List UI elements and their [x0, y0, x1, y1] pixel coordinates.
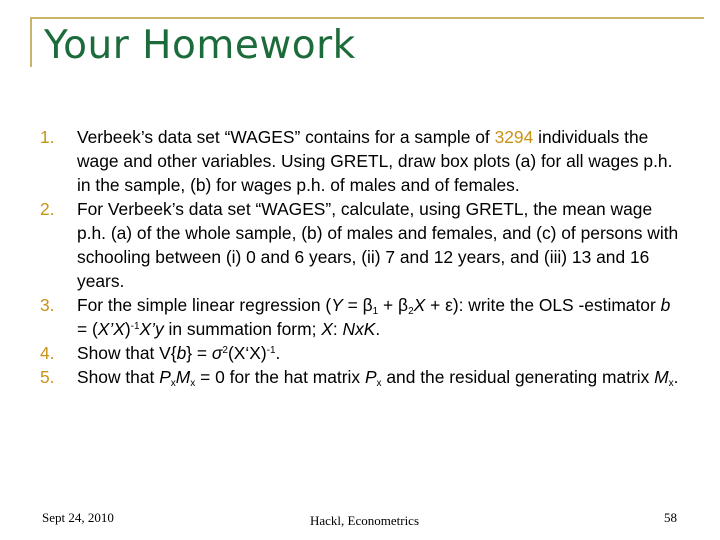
- item-text-part: For the simple linear regression (: [77, 295, 332, 315]
- math-superscript: -1: [266, 345, 276, 356]
- footer-author: Hackl, Econometrics: [310, 513, 420, 528]
- math-symbol: b: [660, 295, 671, 315]
- item-text-part: = (: [77, 319, 98, 339]
- math-subscript: 1: [372, 306, 379, 317]
- math-subscript: x: [170, 378, 176, 389]
- item-text-part: .: [375, 319, 381, 339]
- item-text-part: .: [673, 367, 679, 387]
- math-symbol: K: [363, 319, 376, 339]
- list-item-5: [40, 365, 680, 389]
- item-text: [77, 293, 680, 341]
- footer-page-number: 58: [664, 510, 677, 525]
- math-symbol: M: [175, 367, 191, 387]
- math-symbol: β: [398, 295, 409, 315]
- math-symbol: β: [362, 295, 373, 315]
- item-text: [77, 125, 680, 197]
- math-subscript: x: [190, 378, 196, 389]
- list-item-3: [40, 293, 680, 341]
- math-symbol: P: [364, 367, 377, 387]
- math-subscript: x: [668, 378, 674, 389]
- footer-date: Sept 24, 2010: [42, 510, 114, 525]
- list-item-2: [40, 197, 680, 293]
- math-superscript: 2: [222, 345, 228, 356]
- item-text-part: Show that V{: [77, 343, 177, 363]
- math-symbol: X: [321, 319, 333, 339]
- math-symbol: P: [159, 367, 171, 387]
- math-symbol: M: [654, 367, 669, 387]
- item-number: 4.: [40, 343, 55, 363]
- item-text: [77, 365, 680, 389]
- math-superscript: -1: [130, 321, 140, 332]
- math-symbol: σ: [211, 343, 223, 363]
- frame-top-rule: [30, 17, 704, 19]
- item-text-part: (X‘X): [227, 343, 267, 363]
- item-text-part: ): write the OLS -estimator: [452, 295, 661, 315]
- item-text-part: = 0 for the hat matrix: [195, 367, 365, 387]
- item-number: 1.: [40, 127, 55, 147]
- math-subscript: 2: [408, 306, 414, 317]
- list-item-1: [40, 125, 680, 197]
- frame-left-rule: [30, 17, 32, 67]
- math-subscript: x: [376, 378, 382, 389]
- sample-count: 3294: [494, 127, 534, 147]
- list-item-4: [40, 341, 680, 365]
- math-symbol: Nx: [342, 319, 364, 339]
- math-symbol: b: [176, 343, 187, 363]
- item-number: 2.: [40, 199, 55, 219]
- item-text-part: +: [378, 295, 399, 315]
- item-text-part: individuals the wage and other variables. Using GRETL, draw box plots (a) for all wages p.h. in the sample, (b) for wages p.h. of males and of females.: [77, 127, 673, 195]
- homework-list: [40, 125, 680, 389]
- item-text-part: } =: [186, 343, 212, 363]
- item-text-part: ): [124, 319, 131, 339]
- item-text-part: .: [275, 343, 281, 363]
- item-text-part: and the residual generating matrix: [381, 367, 655, 387]
- math-symbol: X’X: [97, 319, 125, 339]
- item-number: 5.: [40, 367, 55, 387]
- item-text-part: Verbeek’s data set “WAGES” contains for a sample of: [77, 127, 495, 147]
- item-text-part: +: [425, 295, 446, 315]
- math-symbol: Y: [331, 295, 343, 315]
- item-text-part: :: [332, 319, 343, 339]
- math-symbol: ε: [445, 295, 453, 315]
- item-number: 3.: [40, 295, 55, 315]
- item-text-part: Show that: [77, 367, 160, 387]
- math-symbol: X’y: [139, 319, 164, 339]
- slide-title: Your Homework: [44, 23, 356, 68]
- item-text-part: in summation form;: [163, 319, 322, 339]
- math-symbol: X: [413, 295, 426, 315]
- item-text-part: =: [342, 295, 363, 315]
- item-text: [77, 341, 680, 365]
- item-text: For Verbeek’s data set “WAGES”, calculate, using GRETL, the mean wage p.h. (a) of the whole sample, (b) of males and females, and (c) of persons with schooling between (i) 0 and 6 years, (ii) 7 and 12 years, and (iii) 13 and 16 years.: [77, 199, 679, 291]
